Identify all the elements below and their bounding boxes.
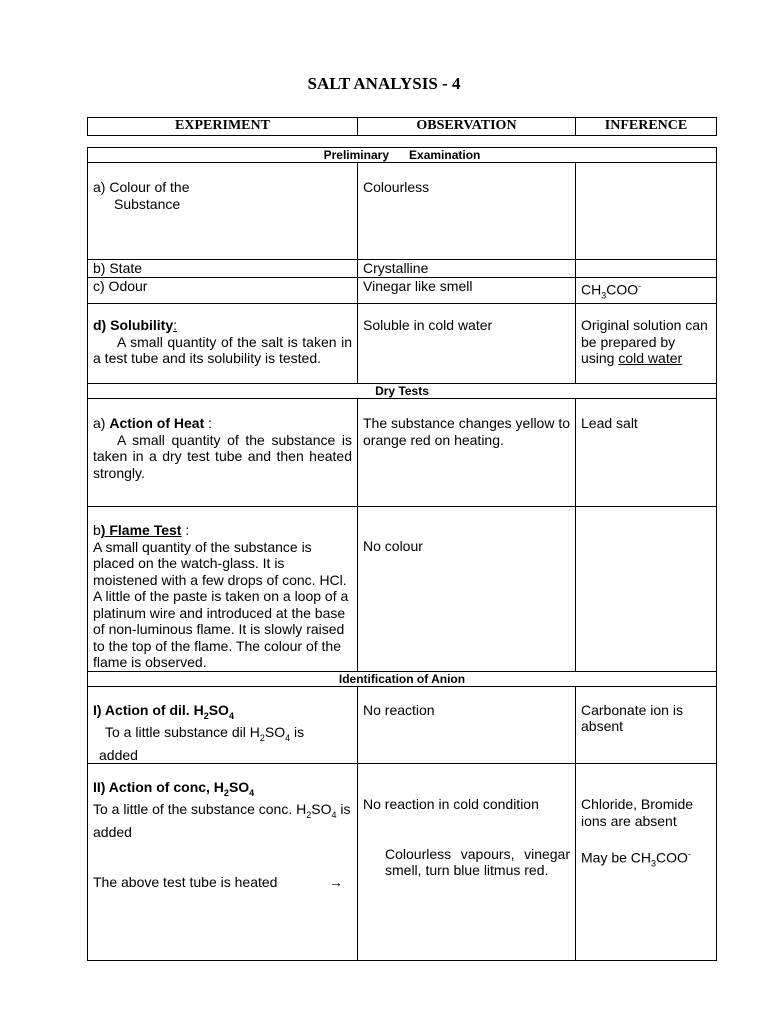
- inf-colour: [576, 163, 717, 260]
- section-preliminary-left: Preliminary: [323, 148, 389, 162]
- row-dil: [88, 686, 717, 763]
- inf-flame: [576, 507, 717, 672]
- obs-flame: No colour: [358, 507, 576, 672]
- inf-dil: Carbonate ion is absent: [576, 686, 717, 763]
- exp-odour: c) Odour: [88, 277, 358, 304]
- exp-solubility: d) Solubility: A small quantity of the salt is taken in a test tube and its solubility is tested.: [88, 304, 358, 384]
- obs-colour: Colourless: [358, 163, 576, 260]
- inf-state: [576, 260, 717, 278]
- row-state: [88, 260, 717, 278]
- page-title: SALT ANALYSIS - 4: [307, 74, 461, 93]
- header-row: [88, 118, 717, 136]
- exp-flame: b) Flame Test : A small quantity of the substance is placed on the watch-glass. It is moistened with a few drops of conc. HCl. A little of the paste is taken on a loop of a platinum wire and introduced at the base of non-luminous flame. It is slowly raised to the top of the flame. The colour of the flame is observed.: [88, 507, 358, 672]
- obs-state: Crystalline: [358, 260, 576, 278]
- inf-odour: $CH_3COO^-$: [576, 277, 717, 304]
- header-observation: OBSERVATION: [358, 118, 576, 136]
- header-experiment: EXPERIMENT: [88, 118, 358, 136]
- header-table: [87, 117, 717, 136]
- header-inference: INFERENCE: [576, 118, 717, 136]
- row-colour: [88, 163, 717, 260]
- section-preliminary: [88, 148, 717, 163]
- row-flame: [88, 507, 717, 672]
- row-heat: [88, 399, 717, 507]
- row-solubility: [88, 304, 717, 384]
- exp-conc-heated: The above test tube is heated: [93, 874, 278, 891]
- section-dry-tests-label: Dry Tests: [88, 384, 717, 399]
- arrow-right-icon: →: [329, 874, 343, 891]
- obs-conc: No reaction in cold condition Colourless vapours, vinegar smell, turn blue litmus red.: [358, 764, 576, 961]
- obs-odour: Vinegar like smell: [358, 277, 576, 304]
- exp-conc: II) Action of conc, $H_2SO_4$ To a little of the substance conc. $H_2SO_4$ is added The above test tube is heated →: [88, 764, 358, 961]
- inf-conc: Chloride, Bromide ions are absent May be $CH_3COO^-$: [576, 764, 717, 961]
- analysis-table: [87, 147, 717, 961]
- row-conc: [88, 764, 717, 961]
- obs-conc-heated: Colourless vapours, vinegar smell, turn blue litmus red.: [385, 845, 570, 879]
- obs-heat: The substance changes yellow to orange red on heating.: [358, 399, 576, 507]
- inf-heat: Lead salt: [576, 399, 717, 507]
- obs-dil: No reaction: [358, 686, 576, 763]
- inf-solubility: Original solution can be prepared by using cold water: [576, 304, 717, 384]
- exp-heat: a) Action of Heat : A small quantity of the substance is taken in a dry test tube and then heated strongly.: [88, 399, 358, 507]
- section-dry-tests: [88, 384, 717, 399]
- exp-state: b) State: [88, 260, 358, 278]
- row-odour: [88, 277, 717, 304]
- inf-conc-heated: May be $CH_3COO^-$: [581, 849, 691, 869]
- section-anion: [88, 671, 717, 686]
- section-anion-label: Identification of Anion: [88, 671, 717, 686]
- section-preliminary-right: Examination: [409, 148, 481, 162]
- exp-colour: a) Colour of the Substance: [88, 163, 358, 260]
- obs-solubility: Soluble in cold water: [358, 304, 576, 384]
- exp-dil: I) Action of dil. $H_2SO_4$ To a little substance dil $H_2SO_4$ is added: [88, 686, 358, 763]
